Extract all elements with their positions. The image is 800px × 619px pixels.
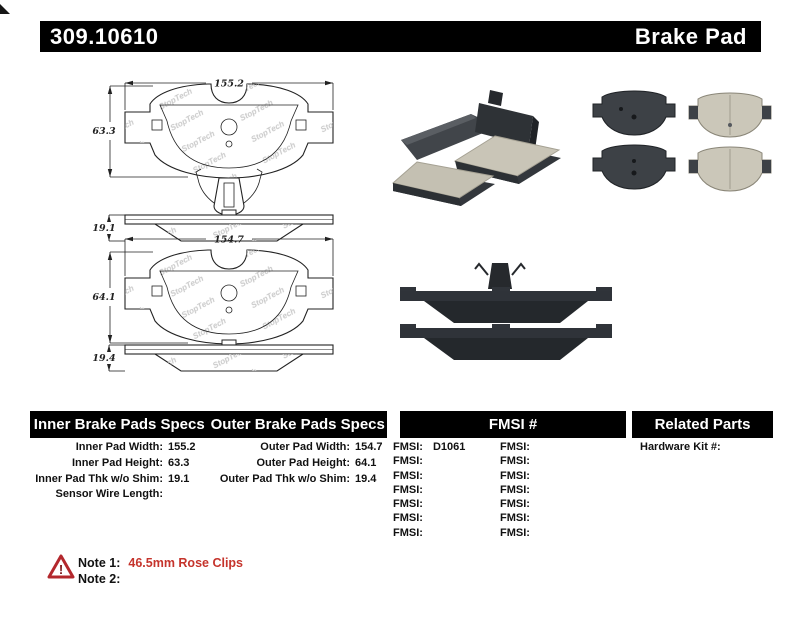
table-row: FMSI: (500, 498, 530, 511)
inner-specs-title: Inner Brake Pads Specs (33, 416, 205, 433)
inner-specs-table (30, 440, 196, 503)
svg-text:64.1: 64.1 (92, 292, 116, 303)
note-2-label: Note 2: (78, 572, 121, 586)
table-row: Inner Pad Thk w/o Shim: 19.1 (35, 472, 190, 485)
hardware-kit-label: Hardware Kit #: (640, 441, 721, 453)
table-row: FMSI: (393, 455, 423, 468)
inner-thickness-dimension (92, 215, 125, 241)
table-row: FMSI: (500, 455, 530, 468)
table-row: FMSI: D1061 (393, 441, 466, 453)
fmsi-column-2 (500, 440, 540, 540)
part-number: 309.10610 (50, 23, 159, 49)
table-row: FMSI: (500, 512, 530, 525)
inner-pad-face-drawing (125, 84, 333, 178)
table-row: FMSI: (500, 469, 530, 482)
outer-specs-table (203, 440, 383, 487)
note-1-text: 46.5mm Rose Clips (128, 556, 244, 570)
note-1 (78, 555, 243, 571)
svg-text:!: ! (58, 562, 64, 577)
table-row: FMSI: (393, 498, 423, 511)
table-row: FMSI: (500, 441, 530, 453)
table-row: FMSI: (393, 512, 423, 525)
outer-pad-edge-drawing (125, 340, 333, 371)
svg-text:154.7: 154.7 (214, 234, 244, 246)
table-row: FMSI: (393, 526, 423, 539)
pad-edge-photo (400, 263, 612, 360)
specs-header-bar (30, 411, 387, 438)
table-row: Inner Pad Height: 63.3 (71, 456, 190, 469)
technical-drawings (60, 65, 400, 387)
svg-text:19.4: 19.4 (92, 353, 116, 364)
table-row: Outer Pad Thk w/o Shim: 19.4 (219, 472, 377, 485)
header-bar (40, 21, 761, 52)
outer-thickness-dimension (92, 345, 125, 371)
table-row: Outer Pad Width: 154.7 (260, 441, 383, 453)
svg-text:63.3: 63.3 (92, 126, 116, 137)
outer-pad-face-drawing (125, 250, 333, 344)
outer-specs-title: Outer Brake Pads Specs (210, 416, 385, 433)
note-2 (78, 571, 128, 587)
table-row: Inner Pad Width: 155.2 (75, 441, 196, 453)
table-row: Sensor Wire Length: (55, 488, 163, 501)
note-1-label: Note 1: (78, 556, 121, 570)
note-2-text (120, 571, 128, 587)
hardware-kit-value (721, 440, 731, 454)
table-row (640, 440, 731, 454)
page-corner-mark (0, 0, 14, 16)
table-row: FMSI: (500, 483, 530, 496)
table-row: FMSI: (393, 483, 423, 496)
related-parts-table (640, 440, 731, 454)
table-row: FMSI: (500, 526, 530, 539)
fmsi-header-bar (400, 411, 626, 438)
fmsi-column-1 (393, 440, 465, 540)
pad-set-angled-photo (393, 90, 561, 206)
fmsi-title: FMSI # (488, 416, 538, 433)
svg-text:155.2: 155.2 (214, 78, 244, 90)
pad-set-flat-photo (593, 91, 771, 191)
product-title: Brake Pad (634, 23, 747, 49)
product-photos (388, 75, 780, 367)
related-parts-title: Related Parts (654, 416, 751, 433)
related-parts-header-bar (632, 411, 773, 438)
warning-triangle-icon (47, 554, 75, 580)
table-row: Outer Pad Height: 64.1 (256, 456, 377, 469)
svg-text:19.1: 19.1 (92, 223, 116, 234)
table-row: FMSI: (393, 469, 423, 482)
